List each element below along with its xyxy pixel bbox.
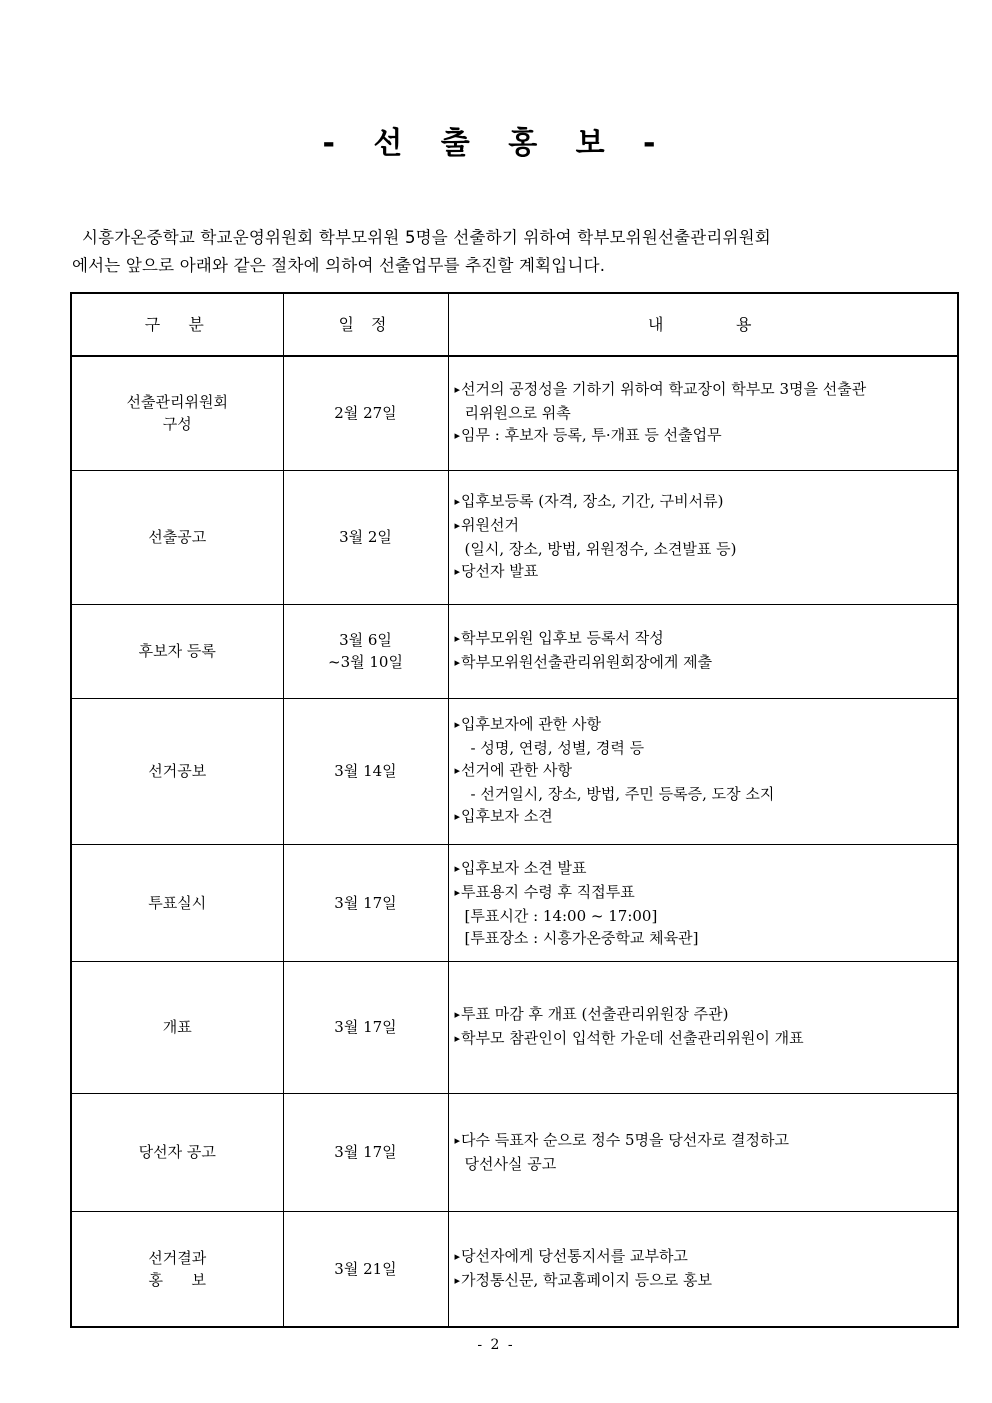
row-date	[283, 1211, 448, 1327]
table-row	[71, 961, 958, 1093]
content-bullet-item: ▸ 학부모위원 입후보 등록서 작성	[455, 627, 958, 651]
row-category	[71, 604, 283, 698]
header-date: 일 정	[283, 293, 448, 356]
content-sub-line: [투표장소 : 시흥가온중학교 체육관]	[464, 928, 699, 947]
row-category	[71, 961, 283, 1093]
category-line: 선출관리위원회	[126, 393, 228, 412]
content-sub-line: 리위원으로 위촉	[464, 404, 571, 423]
table-header-row	[71, 293, 958, 356]
row-category	[71, 844, 283, 961]
row-category	[71, 1093, 283, 1211]
content-sub-line: [투표시간 : 14:00 ~ 17:00]	[464, 906, 658, 925]
row-content	[448, 604, 958, 698]
content-bullet-item: ▸ 가정통신문, 학교홈페이지 등으로 홍보	[455, 1269, 958, 1293]
row-content	[448, 470, 958, 604]
content-sub-line: - 선거일시, 장소, 방법, 주민 등록증, 도장 소지	[470, 785, 775, 803]
date-line: ~3월 10일	[328, 653, 403, 671]
content-bullet-item: ▸ 입후보등록 (자격, 장소, 기간, 구비서류)	[455, 490, 958, 514]
category-line: 선출공고	[148, 528, 207, 546]
table-row	[71, 844, 958, 961]
content-bullet-item: ▸ 학부모위원선출관리위원회장에게 제출	[455, 651, 958, 675]
content-bullet-item: ▸ 입후보자에 관한 사항	[455, 713, 958, 737]
intro-paragraph	[72, 224, 952, 280]
row-category	[71, 470, 283, 604]
table-row	[71, 604, 958, 698]
content-sub-line: 당선사실 공고	[464, 1155, 557, 1173]
content-bullet-item: ▸ 입후보자 소견 발표	[455, 857, 958, 881]
category-line: 선거결과	[148, 1248, 207, 1267]
row-content	[448, 961, 958, 1093]
table-row	[71, 1211, 958, 1327]
date-line: 3월 14일	[334, 762, 397, 780]
row-date	[283, 698, 448, 844]
content-sub-line: - 성명, 연령, 성별, 경력 등	[470, 739, 645, 757]
date-line: 3월 6일	[339, 631, 392, 649]
table-row	[71, 356, 958, 470]
category-line: 개표	[162, 1018, 192, 1036]
row-content	[448, 1211, 958, 1327]
intro-line-1: 시흥가온중학교 학교운영위원회 학부모위원 5명을 선출하기 위하여 학부모위원선출관리위원회	[82, 228, 771, 247]
category-line: 투표실시	[148, 893, 207, 912]
intro-line-2: 에서는 앞으로 아래와 같은 절차에 의하여 선출업무를 추진할 계획입니다.	[72, 256, 606, 275]
date-line: 3월 17일	[334, 1143, 397, 1161]
category-line: 후보자 등록	[138, 642, 216, 660]
content-bullet-item: ▸ 입후보자 소견	[455, 805, 958, 829]
content-bullet-item: ▸ 선거에 관한 사항	[455, 759, 958, 783]
content-bullet-item: ▸ 위원선거	[455, 514, 958, 538]
page-title: - 선 출 홍 보 -	[322, 126, 670, 161]
row-category	[71, 698, 283, 844]
row-content	[448, 698, 958, 844]
table-row	[71, 470, 958, 604]
date-line: 3월 21일	[334, 1259, 397, 1278]
content-bullet-item: ▸ 다수 득표자 순으로 정수 5명을 당선자로 결정하고	[455, 1129, 958, 1153]
content-sub-line: (일시, 장소, 방법, 위원정수, 소견발표 등)	[464, 540, 737, 558]
category-line: 구성	[162, 415, 192, 434]
table-row	[71, 1093, 958, 1211]
row-date	[283, 961, 448, 1093]
content-bullet-item: ▸ 투표 마감 후 개표 (선출관리위원장 주관)	[455, 1003, 958, 1027]
row-date	[283, 1093, 448, 1211]
category-line: 홍 보	[148, 1270, 207, 1289]
date-line: 3월 17일	[334, 1018, 397, 1036]
content-bullet-item: ▸ 선거의 공정성을 기하기 위하여 학교장이 학부모 3명을 선출관	[455, 378, 958, 402]
content-bullet-item: ▸ 임무 : 후보자 등록, 투·개표 등 선출업무	[455, 424, 958, 448]
category-line: 선거공보	[148, 762, 207, 780]
row-date	[283, 844, 448, 961]
schedule-table	[70, 292, 959, 1328]
table-body	[71, 356, 958, 1327]
row-date	[283, 604, 448, 698]
date-line: 3월 17일	[334, 893, 397, 912]
content-bullet-item: ▸ 투표용지 수령 후 직접투표	[455, 881, 958, 905]
row-date	[283, 356, 448, 470]
page-number: - 2 -	[477, 1337, 515, 1353]
content-bullet-item: ▸ 당선자 발표	[455, 560, 958, 584]
category-line: 당선자 공고	[138, 1143, 216, 1161]
table-row	[71, 698, 958, 844]
row-content	[448, 356, 958, 470]
header-content: 내 용	[448, 293, 958, 356]
row-category	[71, 356, 283, 470]
content-bullet-item: ▸ 학부모 참관인이 입석한 가운데 선출관리위원이 개표	[455, 1027, 958, 1051]
row-date	[283, 470, 448, 604]
row-category	[71, 1211, 283, 1327]
content-bullet-item: ▸ 당선자에게 당선통지서를 교부하고	[455, 1245, 958, 1269]
date-line: 3월 2일	[339, 528, 392, 546]
row-content	[448, 1093, 958, 1211]
row-content	[448, 844, 958, 961]
header-category: 구 분	[71, 293, 283, 356]
date-line: 2월 27일	[334, 404, 397, 423]
